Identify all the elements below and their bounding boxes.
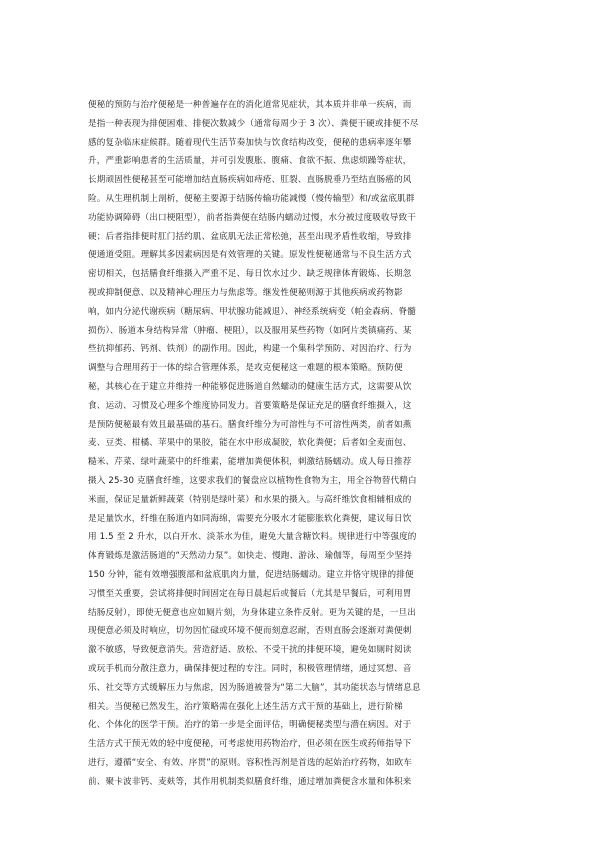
text-line: 激不敏感，导致便意消失。营造舒适、放松、不受干扰的排便环境，避免如厕时阅读 <box>88 645 412 656</box>
text-line: 便通道受阻。理解其多因素病因是有效管理的关键。原发性便秘通常与不良生活方式 <box>88 250 412 261</box>
text-line: 是足量饮水，纤维在肠道内如同海绵，需要充分吸水才能膨胀软化粪便，建议每日饮 <box>88 513 412 524</box>
text-line: 进行，遵循“安全、有效、序贯”的原则。容积性泻剂是首选的起始治疗药物，如欧车 <box>88 757 412 768</box>
text-line: 体育锻炼是激活肠道的“天然动力泵”。如快走、慢跑、游泳、瑜伽等，每周至少坚持 <box>88 551 412 562</box>
text-line: 长期顽固性便秘甚至可能增加结直肠疾病如痔疮、肛裂、直肠脱垂乃至结直肠癌的风 <box>88 175 412 186</box>
text-line: 用 1.5 至 2 升水，以白开水、淡茶水为佳，避免大量含糖饮料。规律进行中等强度的 <box>88 532 417 543</box>
text-line: 现便意必须及时响应，切勿因忙碌或环境不便而刻意忍耐，否则直肠会逐渐对粪便刺 <box>88 626 412 637</box>
body-text <box>88 96 508 791</box>
text-line: 升，严重影响患者的生活质量，并可引发腹胀、腹痛、食欲不振、焦虑烦躁等症状， <box>88 156 412 167</box>
text-line: 相关。当便秘已然发生，治疗策略需在强化上述生活方式干预的基础上，进行阶梯 <box>88 701 403 712</box>
text-line: 生活方式干预无效的轻中度便秘，可考虑使用药物治疗，但必须在医生或药师指导下 <box>88 739 412 750</box>
text-line: 是指一种表现为排便困难、排便次数减少（通常每周少于 3 次）、粪便干硬或排便不尽 <box>88 118 419 129</box>
text-line: 便秘的预防与治疗便秘是一种普遍存在的消化道常见症状，其本质并非单一疾病，而 <box>88 100 412 110</box>
text-line: 食、运动、习惯及心理多个维度协同发力。首要策略是保证充足的膳食纤维摄入，这 <box>88 400 412 411</box>
text-line: 化、个体化的医学干预。治疗的第一步是全面评估，明确便秘类型与潜在病因。对于 <box>88 720 412 731</box>
text-line: 米面，保证足量新鲜蔬菜（特别是绿叶菜）和水果的摄入。与高纤维饮食相辅相成的 <box>88 494 412 505</box>
text-line: 前、聚卡波非钙、麦麸等，其作用机制类似膳食纤维，通过增加粪便含水量和体积来 <box>88 776 412 787</box>
text-line: 硬；后者指排便时肛门括约肌、盆底肌无法正常松弛，甚至出现矛盾性收缩，导致排 <box>88 231 412 242</box>
text-line: 密切相关，包括膳食纤维摄入严重不足、每日饮水过少、缺乏规律体育锻炼、长期忽 <box>88 269 412 280</box>
text-line: 险。从生理机制上剖析，便秘主要源于结肠传输功能减慢（慢传输型）和/或盆底肌群 <box>88 193 415 204</box>
text-line: 乐、社交等方式缓解压力与焦虑，因为肠道被誉为“第二大脑”，其功能状态与情绪息息 <box>88 682 421 693</box>
text-line: 功能协调障碍（出口梗阻型），前者指粪便在结肠内蠕动过慢，水分被过度吸收导致干 <box>88 212 416 223</box>
text-line: 结肠反射），即使无便意也应如厕片刻，为身体建立条件反射。更为关键的是，一旦出 <box>88 607 416 618</box>
text-line: 调整与合理用药于一体的综合管理体系，是攻克便秘这一难题的根本策略。预防便 <box>88 363 403 374</box>
text-line: 响，如内分泌代谢疾病（糖尿病、甲状腺功能减退）、神经系统病变（帕金森病、脊髓 <box>88 306 416 317</box>
text-line: 是预防便秘最有效且最基础的基石。膳食纤维分为可溶性与不可溶性两类，前者如燕 <box>88 419 412 430</box>
text-line: 秘，其核心在于建立并维持一种能够促进肠道自然蠕动的健康生活方式，这需要从饮 <box>88 381 412 392</box>
text-line: 麦、豆类、柑橘、苹果中的果胶，能在水中形成凝胶，软化粪便；后者如全麦面包、 <box>88 438 412 449</box>
text-line: 些抗抑郁药、钙剂、铁剂）的副作用。因此，构建一个集科学预防、对因治疗、行为 <box>88 344 412 355</box>
text-line: 糙米、芹菜、绿叶蔬菜中的纤维素，能增加粪便体积，刺激结肠蠕动。成人每日推荐 <box>88 457 412 468</box>
text-line: 感的复杂临床症候群。随着现代生活节奏加快与饮食结构改变，便秘的患病率逐年攀 <box>88 137 412 148</box>
text-line: 150 分钟，能有效增强腹部和盆底肌肉力量，促进结肠蠕动。建立并恪守规律的排便 <box>88 569 414 580</box>
text-line: 摄入 25-30 克膳食纤维，这要求我们的餐盘应以植物性食物为主，用全谷物替代精白 <box>88 475 417 486</box>
text-line: 或玩手机而分散注意力，确保排便过程的专注。同时，积极管理情绪，通过冥想、音 <box>88 663 412 674</box>
text-line: 损伤）、肠道本身结构异常（肿瘤、梗阻），以及服用某些药物（如阿片类镇痛药、某 <box>88 325 412 336</box>
text-line: 视或抑制便意、以及精神心理压力与焦虑等。继发性便秘则源于其他疾病或药物影 <box>88 287 403 298</box>
text-line: 习惯至关重要，尝试将排便时间固定在每日晨起后或餐后（尤其是早餐后，可利用胃 <box>88 588 412 599</box>
